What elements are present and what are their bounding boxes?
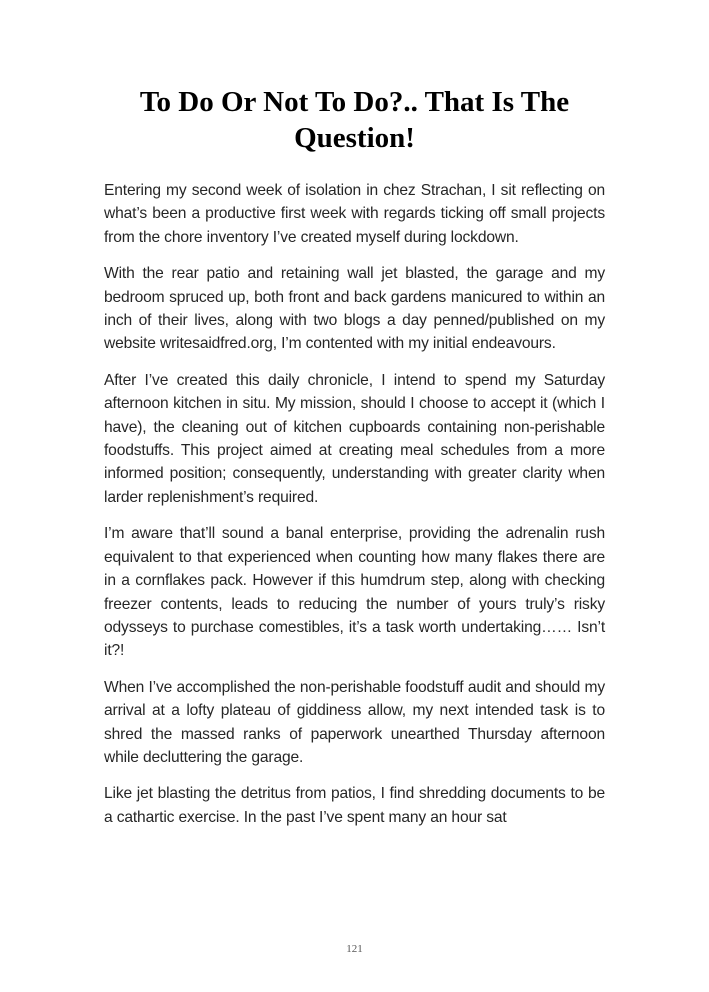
- paragraph: After I’ve created this daily chronicle, I intend to spend my Saturday afternoon kitchen in situ. My mission, should I choose to accept it (which I have), the cleaning out of kitchen cupboards containing non-perishable foodstuffs. This project aimed at creating meal schedules from a more informed position; consequently, understanding with greater clarity when larder replenishment’s required.: [104, 371, 605, 506]
- paragraph: When I’ve accomplished the non-perishable foodstuff audit and should my arrival at a lofty plateau of giddiness allow, my next intended task is to shred the massed ranks of paperwork unearthed Thursday afternoon while decluttering the garage.: [104, 678, 605, 766]
- paragraph: Like jet blasting the detritus from patios, I find shredding documents to be a cathartic exercise. In the past I’ve spent many an hour sat: [104, 785, 605, 826]
- page-title: To Do Or Not To Do?.. That Is The Question!: [139, 86, 570, 154]
- body-text: [104, 179, 605, 842]
- paragraph: With the rear patio and retaining wall jet blasted, the garage and my bedroom spruced up, both front and back gardens manicured to within an inch of their lives, along with two blogs a day penned/published on my website writesaidfred.org, I’m contented with my initial endeavours.: [104, 265, 605, 353]
- paragraph: Entering my second week of isolation in chez Strachan, I sit reflecting on what’s been a productive first week with regards ticking off small projects from the chore inventory I’ve created myself during lockdown.: [104, 182, 605, 246]
- paragraph: I’m aware that’ll sound a banal enterprise, providing the adrenalin rush equivalent to that experienced when counting how many flakes there are in a cornflakes pack. However if this humdrum step, along with checking freezer contents, leads to reducing the number of yours truly’s risky odysseys to purchase comestibles, it’s a task worth undertaking…… Isn’t it?!: [104, 525, 605, 660]
- page-number: 121: [346, 943, 363, 955]
